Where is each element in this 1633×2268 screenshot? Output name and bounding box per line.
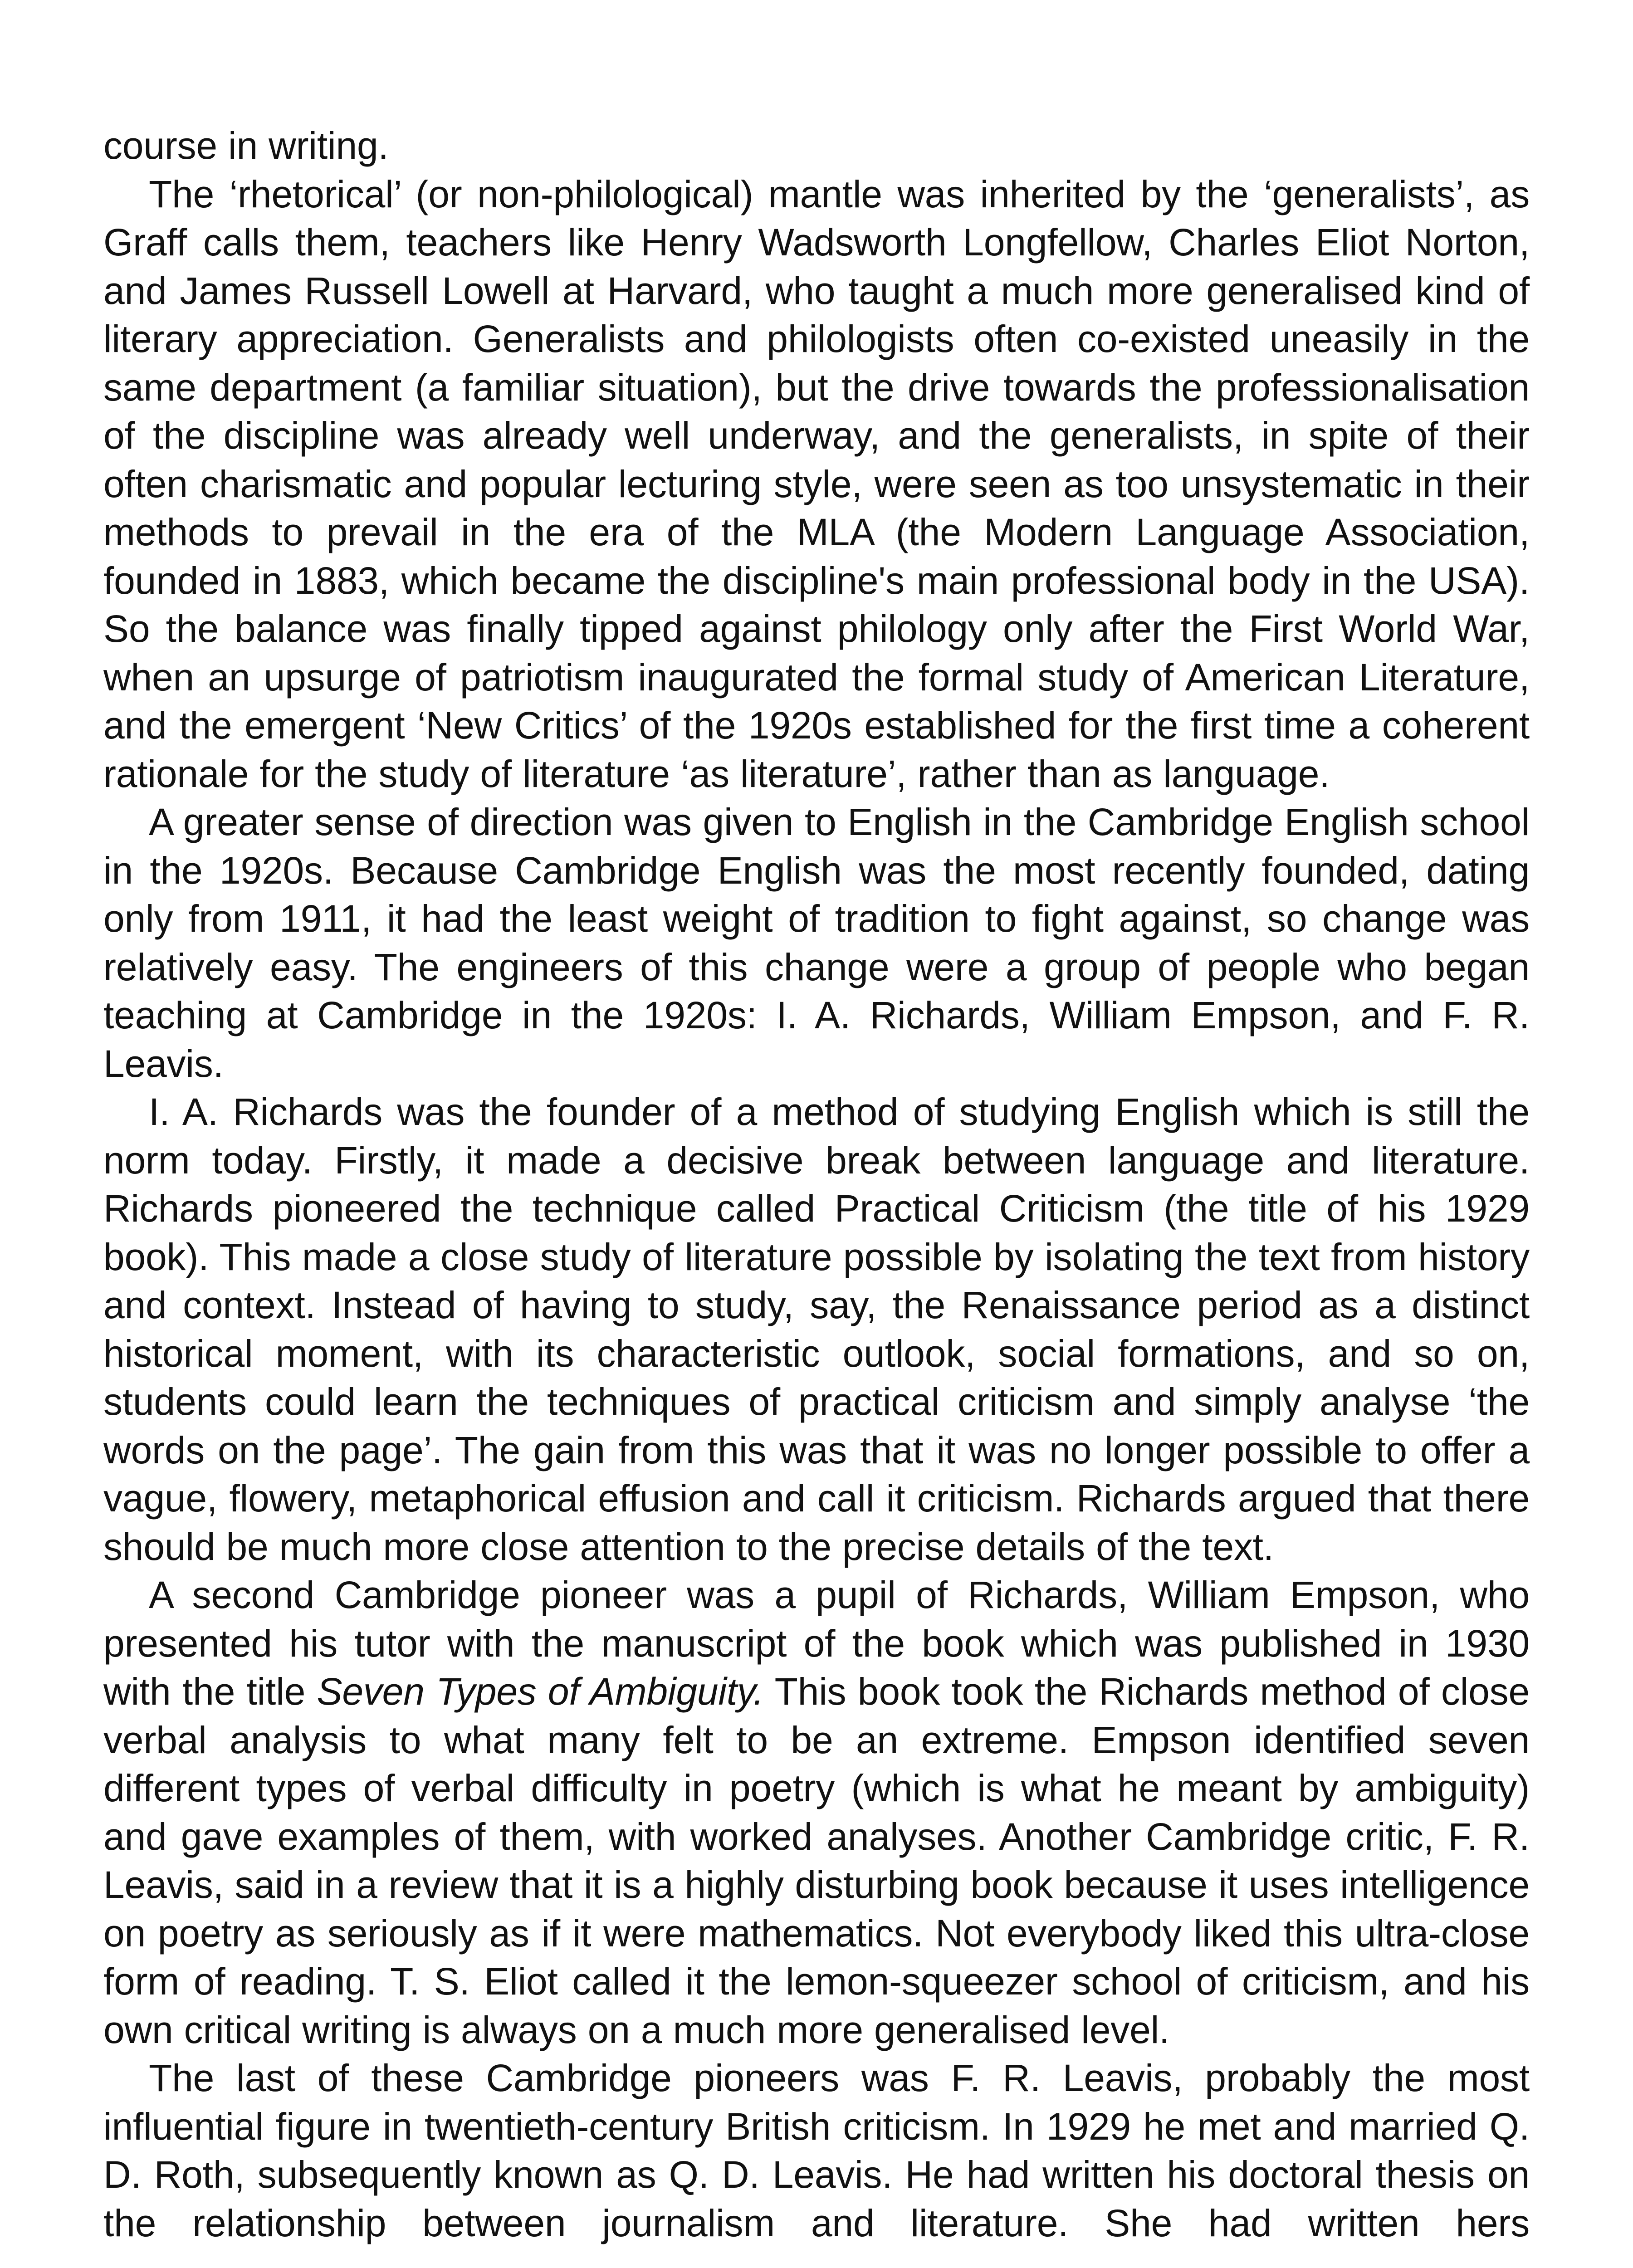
- empson-text-after: This book took the Richards method of close verbal analysis to what many felt to be an extreme. Empson identified seven different types of verbal difficulty in poetry (which is what he meant by ambiguity) and gave examples of them, with worked analyses. Another Cambridge critic, F. R. Leavis, said in a review that it is a highly disturbing book because it uses intelligence on poetry as seriously as if it were mathematics. Not everybody liked this ultra-close form of reading. T. S. Eliot called it the lemon-squeezer school of criticism, and his own critical writing is always on a much more generalised level.: [103, 1670, 1530, 2051]
- paragraph-continuation: course in writing.: [103, 124, 389, 167]
- paragraph-leavis: The last of these Cambridge pioneers was F. R. Leavis, probably the most influential figure in twentieth-century British criticism. In 1929 he met and married Q. D. Roth, subsequently known as Q. D. Leavis. He had written his doctoral thesis on the relationship between journalism and literature. She had written hers: [103, 2057, 1530, 2244]
- paragraph-generalists: The ‘rhetorical’ (or non-philological) mantle was inherited by the ‘generalists’, as Graff calls them, teachers like Henry Wadsworth Longfellow, Charles Eliot Norton, and James Russell Lowell at Harvard, who taught a much more generalised kind of literary appreciation. Generalists and philologists often co-existed uneasily in the same department (a familiar situation), but the drive towards the professionalisation of the discipline was already well underway, and the generalists, in spite of their often charismatic and popular lecturing style, were seen as too unsystematic in their methods to prevail in the era of the MLA (the Modern Language Association, founded in 1883, which became the discipline's main professional body in the USA). So the balance was finally tipped against philology only after the First World War, when an upsurge of patriotism inaugurated the formal study of American Literature, and the emergent ‘New Critics’ of the 1920s established for the first time a coherent rationale for the study of literature ‘as literature’, rather than as language.: [103, 172, 1530, 795]
- book-title-seven-types: Seven Types of Ambiguity.: [317, 1670, 764, 1713]
- paragraph-cambridge-english: A greater sense of direction was given to English in the Cambridge English school in the 1920s. Because Cambridge English was the most recently founded, dating only from 1911, it had the least weight of tradition to fight against, so change was relatively easy. The engineers of this change were a group of people who began teaching at Cambridge in the 1920s: I. A. Richards, William Empson, and F. R. Leavis.: [103, 801, 1530, 1085]
- book-page: [103, 122, 1530, 2247]
- paragraph-richards: I. A. Richards was the founder of a method of studying English which is still the norm today. Firstly, it made a decisive break between language and literature. Richards pioneered the technique called Practical Criticism (the title of his 1929 book). This made a close study of literature possible by isolating the text from history and context. Instead of having to study, say, the Renaissance period as a distinct historical moment, with its characteristic outlook, social formations, and so on, students could learn the techniques of practical criticism and simply analyse ‘the words on the page’. The gain from this was that it was no longer possible to offer a vague, flowery, metaphorical effusion and call it criticism. Richards argued that there should be much more close attention to the precise details of the text.: [103, 1090, 1530, 1568]
- paragraph-empson: [103, 1571, 1530, 2054]
- empson-text-before: A second Cambridge pioneer was a pupil of Richards, William Empson, who presented his tutor with the manuscript of the book which was published in 1930 with the title: [103, 1574, 1530, 1713]
